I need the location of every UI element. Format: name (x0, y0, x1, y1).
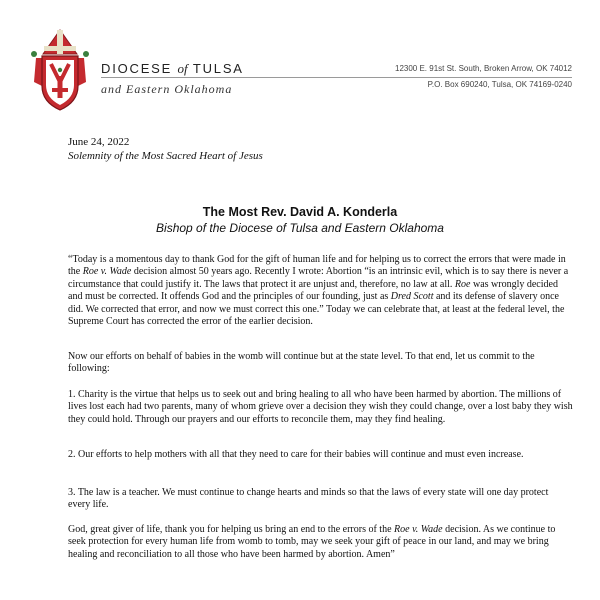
paragraph-intro-commitments: Now our efforts on behalf of babies in the womb will continue but at the state level. To that end, let us commit to the following: (68, 351, 535, 375)
paragraph-commitment-1: 1. Charity is the virtue that helps us to seek out and bring healing to all who have been harmed by abortion. The millions of lives lost each had two parents, many of whom grieve over a decision they wish they could change, over a lost baby they wish they could hold. Through our prayers and our efforts to reconcile them, may they find healing. (68, 389, 573, 425)
address-line-1: 12300 E. 91st St. South, Broken Arrow, OK 74012 (395, 64, 572, 73)
diocese-coat-of-arms-icon (26, 24, 94, 116)
org-name-part2: TULSA (192, 61, 244, 76)
address-line-2: P.O. Box 690240, Tulsa, OK 74169-0240 (427, 80, 572, 89)
paragraph-commitment-2: 2. Our efforts to help mothers with all that they need to care for their babies will continue and must even increase. (68, 449, 524, 460)
organization-name-block (101, 61, 244, 97)
org-name-part1: DIOCESE (101, 61, 173, 76)
paragraph-commitment-3: 3. The law is a teacher. We must continue to change hearts and minds so that the laws of every state will one day protect every life. (68, 487, 549, 511)
author-name: The Most Rev. David A. Konderla (202, 205, 398, 219)
org-name-of: of (177, 61, 188, 76)
organization-name (101, 61, 244, 77)
organization-subtitle: and Eastern Oklahoma (101, 82, 233, 96)
liturgical-day: Solemnity of the Most Sacred Heart of Jesus (68, 150, 263, 162)
letter-date: June 24, 2022 (68, 136, 130, 148)
paragraph-statement: “Today is a momentous day to thank God for the gift of human life and for helping us to correct the errors that were made in the Roe v. Wade decision almost 50 years ago. Recently I wrote: Abortion “is an intrinsic evil, which is to say there is never a circumstance that could justify it. The laws that protect it are unjust and, therefore, no law at all. Roe was wrongly decided and must be corrected. It offends God and the principles of our founding, just as Dred Scott and its defense of slavery once did. We corrected that error, and now we must correct this one.” Today we can celebrate that, at least at the federal level, the Supreme Court has corrected the error of the earlier decision. (68, 254, 569, 328)
paragraph-prayer: God, great giver of life, thank you for helping us bring an end to the errors of the Roe v. Wade decision. As we continue to seek protection for every human life from womb to tomb, may we seek your gift of peace in our land, and may we bring healing and reconciliation to all those who have been harmed by abortion. Amen” (68, 524, 556, 560)
letterhead-divider (101, 77, 572, 78)
author-title: Bishop of the Diocese of Tulsa and Eastern Oklahoma (156, 221, 444, 235)
